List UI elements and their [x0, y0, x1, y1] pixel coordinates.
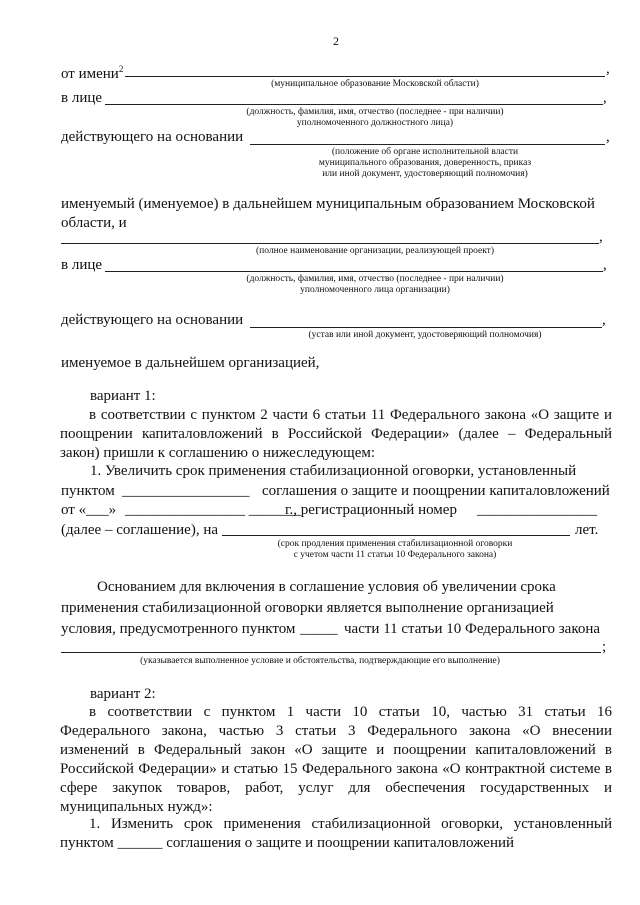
acting-label: действующего на основании [61, 312, 244, 328]
reg-number-blank: ________________ [477, 502, 597, 518]
named-municipality-line2: области, и [61, 215, 127, 231]
page-number: 2 [333, 34, 339, 48]
basis-line1: Основанием для включения в соглашение условия об увеличении срока [97, 579, 556, 595]
official-field-line [105, 104, 603, 105]
comma: , [602, 312, 606, 328]
date-from: от «___» [61, 502, 117, 518]
basis-line3-end: части 11 статьи 10 Федерального закона [344, 621, 601, 637]
variant2-item1: 1. Изменить срок применения стабилизационной оговорки, установленный пунктом ______ соглашения о защите и поощрении капиталовложений [60, 816, 612, 851]
date-blank: ________________ _______ [125, 502, 302, 518]
municipality-field-line [125, 76, 605, 77]
basis-point-blank: _____ [300, 621, 338, 637]
field-note: уполномоченного лица организации) [300, 285, 450, 295]
hereinafter-text: (далее – соглашение), на [61, 522, 219, 538]
person-label: в лице [61, 257, 103, 273]
named-municipality-line1: именуемый (именуемое) в дальнейшем муниципальным образованием Московской [61, 196, 595, 212]
org-official-field-line [105, 271, 603, 272]
basis-line2: применения стабилизационной оговорки является выполнение организацией [61, 600, 554, 616]
semicolon: ; [602, 639, 607, 655]
point-label: пунктом [61, 483, 115, 499]
comma: , [606, 129, 610, 145]
field-note: (положение об органе исполнительной власти [331, 147, 519, 157]
variant1-item1: 1. Увеличить срок применения стабилизационной оговорки, установленный [90, 463, 577, 479]
comma: , [599, 229, 603, 245]
basis-line3-start: условия, предусмотренного пунктом [61, 621, 296, 637]
years-label: лет. [575, 522, 599, 538]
field-note: (должность, фамилия, имя, отчество (последнее - при наличии) [246, 107, 504, 117]
field-note: (полное наименование организации, реализующей проект) [255, 246, 494, 256]
condition-field-line [61, 652, 601, 653]
field-note: (устав или иной документ, удостоверяющий полномочия) [308, 330, 542, 340]
point-blank: _________________ [122, 483, 250, 499]
from-name-label: от имени$^2$ [61, 64, 124, 82]
field-note: муниципального образования, доверенность, приказ [318, 158, 532, 168]
comma: , [603, 257, 607, 273]
field-note: (должность, фамилия, имя, отчество (последнее - при наличии) [246, 274, 504, 284]
variant2-intro: в соответствии с пунктом 1 части 10 статьи 10, частью 31 статьи 16 Федерального закона, частью 3 статьи 3 Федерального закона «О внесении изменений в Федеральный закон «О защите и поощрении капиталовложений в Российской Федерации» и статью 15 Федерального закона «О контрактной системе в сфере закупок товаров, работ, услуг для обеспечения государственных и муниципальных нужд»: [60, 704, 612, 815]
org-authority-field-line [250, 327, 602, 328]
field-note: (муниципальное образование Московской области) [271, 79, 479, 89]
agreement-text: соглашения о защите и поощрении капиталовложений [262, 483, 610, 499]
person-label: в лице [61, 90, 103, 106]
comma: , [603, 90, 607, 106]
term-field-line [222, 535, 570, 536]
named-organization: именуемое в дальнейшем организацией, [61, 355, 320, 371]
comma: , [606, 61, 610, 77]
organization-field-line [61, 243, 599, 244]
field-note: (срок продления применения стабилизационной оговорки [277, 539, 513, 549]
field-note: или иной документ, удостоверяющий полномочия) [322, 169, 528, 179]
authority-field-line [250, 144, 605, 145]
variant1-intro: в соответствии с пунктом 2 части 6 статьи 11 Федерального закона «О защите и поощрении капиталовложений в Российской Федерации» (далее – Федеральный закон) пришли к соглашению о нижеследующем: [60, 407, 612, 461]
variant1-title: вариант 1: [90, 388, 156, 404]
year-reg-label: г., регистрационный номер [285, 502, 457, 518]
field-note: (указывается выполненное условие и обстоятельства, подтверждающие его выполнение) [140, 656, 500, 666]
acting-label: действующего на основании [61, 129, 244, 145]
field-note: уполномоченного должностного лица) [296, 118, 454, 128]
field-note: с учетом части 11 статьи 10 Федерального закона) [293, 550, 497, 560]
variant2-title: вариант 2: [90, 686, 156, 702]
